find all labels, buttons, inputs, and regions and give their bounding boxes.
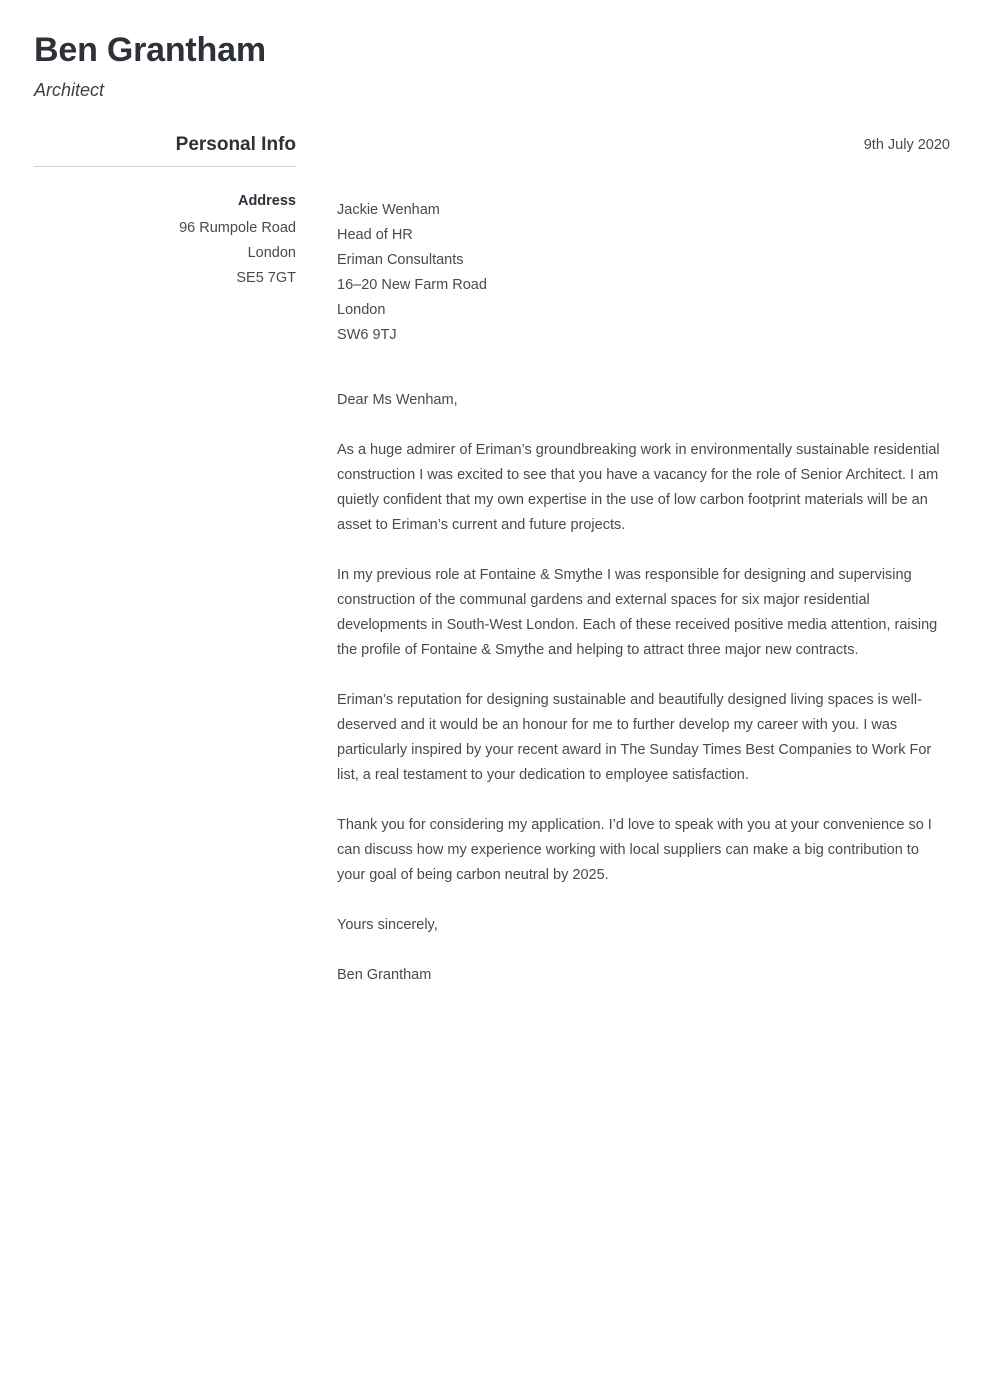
recipient-line: 16–20 New Farm Road (337, 277, 487, 294)
closing-line: Yours sincerely, (337, 917, 438, 934)
content-columns (0, 133, 990, 988)
recipient-line: Jackie Wenham (337, 202, 440, 219)
address-line: SE5 7GT (236, 270, 296, 287)
sidebar-divider (34, 166, 296, 167)
recipient-address-block (337, 198, 951, 348)
job-title: Architect (34, 79, 105, 100)
recipient-line: Head of HR (337, 227, 413, 244)
letter-paragraph: Thank you for considering my application. I’d love to speak with you at your convenience so I can discuss how my experience working with local suppliers can make a big contribution to your goal of being carbon neutral by 2025. (337, 817, 932, 884)
recipient-line: SW6 9TJ (337, 327, 397, 344)
letter-paragraph: In my previous role at Fontaine & Smythe I was responsible for designing and supervising construction of the communal gardens and external spaces for six major residential developments in South-West London. Each of these received positive media attention, raising the profile of Fontaine & Smythe and helping to attract three major new contracts. (337, 567, 938, 659)
letter-date: 9th July 2020 (863, 137, 950, 154)
page-title: Ben Grantham (34, 31, 266, 69)
address-line: 96 Rumpole Road (179, 220, 296, 237)
salutation: Dear Ms Wenham, (337, 392, 458, 409)
letter-paragraph: As a huge admirer of Eriman’s groundbreaking work in environmentally sustainable residential construction I was excited to see that you have a vacancy for the role of Senior Architect. I am quietly confident that my own expertise in the use of low carbon footprint materials will be an asset to Eriman’s current and future projects. (337, 442, 940, 534)
letterhead (0, 0, 990, 101)
address-label: Address (237, 193, 296, 210)
letter-body (337, 133, 951, 988)
sidebar (0, 133, 296, 291)
address-block (34, 189, 296, 291)
signature-name: Ben Grantham (337, 967, 432, 984)
recipient-line: London (337, 302, 386, 319)
letter-paragraph: Eriman’s reputation for designing sustainable and beautifully designed living spaces is well-deserved and it would be an honour for me to further develop my career with you. I was particularly inspired by your recent award in The Sunday Times Best Companies to Work For list, a real testament to your dedication to employee satisfaction. (337, 692, 932, 784)
address-line: London (247, 245, 296, 262)
sidebar-section-title: Personal Info (175, 134, 296, 156)
recipient-line: Eriman Consultants (337, 252, 464, 269)
